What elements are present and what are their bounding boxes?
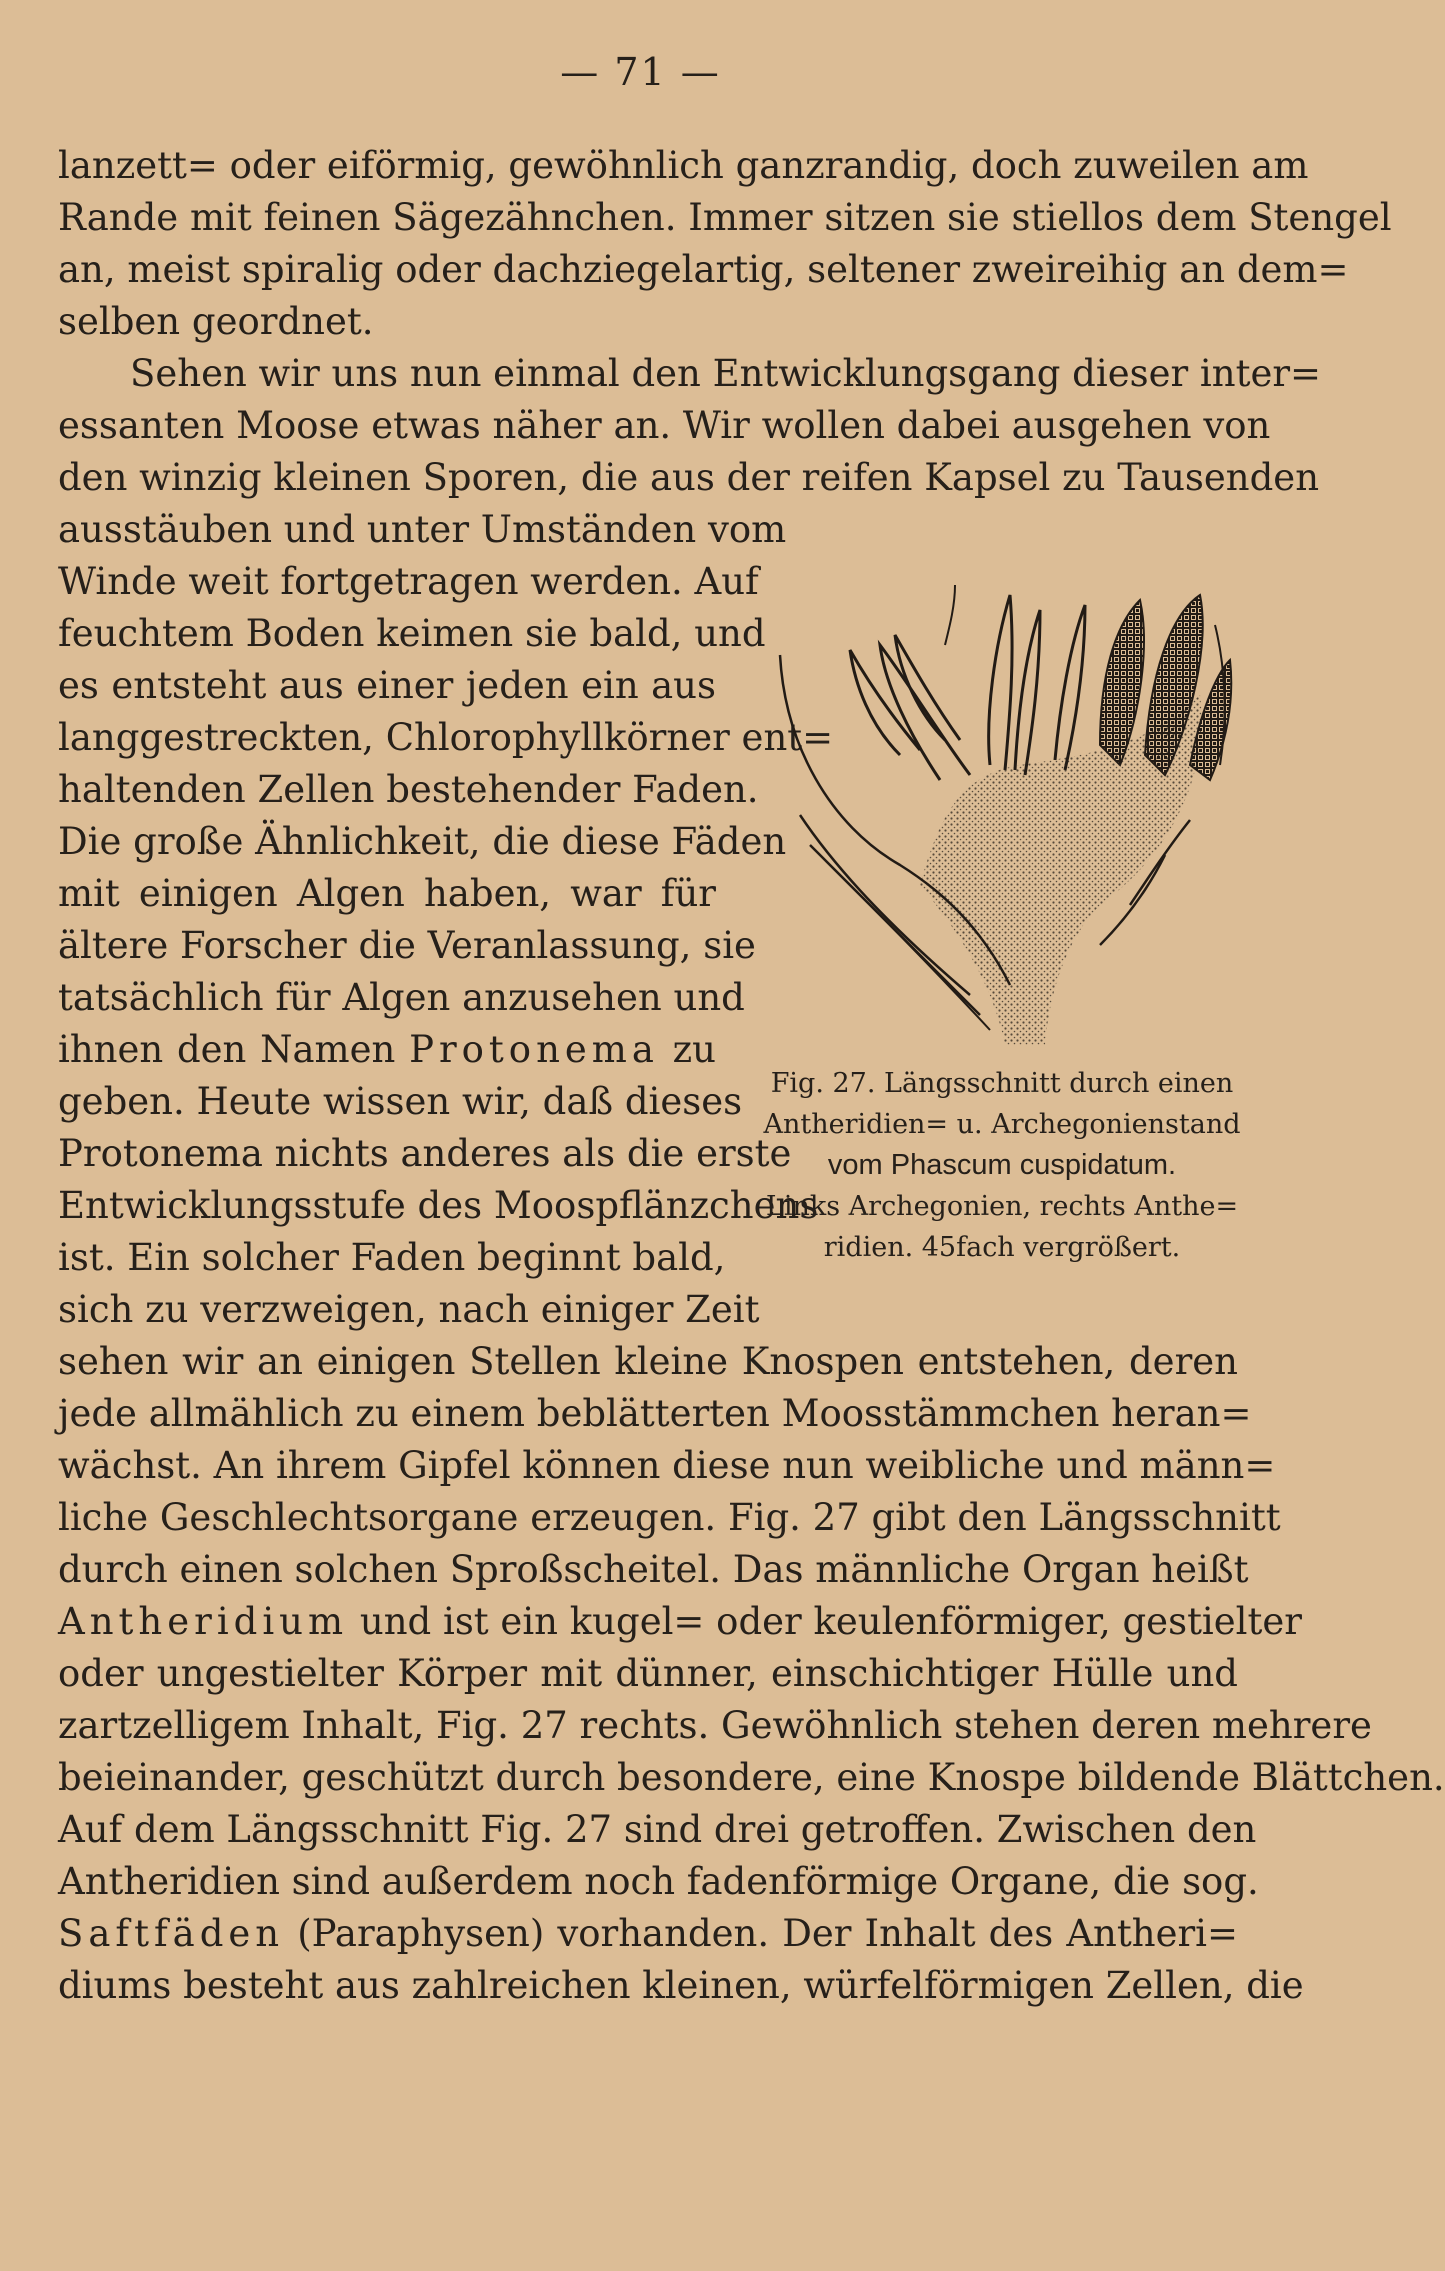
caption-line: Antheridien= u. Archegonienstand: [763, 1109, 1241, 1140]
text-line: jede allmählich zu einem beblätterten Moosstämmchen heran=: [58, 1392, 1252, 1435]
text-line: mit einigen Algen haben, war für: [58, 872, 716, 915]
text-line: selben geordnet.: [58, 300, 374, 343]
term-saftfaeden: Saftfäden: [58, 1912, 285, 1955]
term-protonema: Protonema: [409, 1028, 659, 1071]
text-line: [58, 1024, 716, 1076]
text-line: Winde weit fortgetragen werden. Auf: [58, 560, 759, 603]
text-fragment: (Paraphysen) vorhanden. Der Inhalt des Antheri=: [297, 1912, 1238, 1955]
text-line: zartzelligem Inhalt, Fig. 27 rechts. Gewöhnlich stehen deren mehrere: [58, 1704, 1372, 1747]
caption-line: vom Phascum cuspidatum.: [827, 1149, 1177, 1181]
text-line: diums besteht aus zahlreichen kleinen, würfelförmigen Zellen, die: [58, 1964, 1304, 2007]
text-line: Rande mit feinen Sägezähnchen. Immer sitzen sie stiellos dem Stengel: [58, 196, 1392, 239]
text-line: geben. Heute wissen wir, daß dieses: [58, 1080, 743, 1123]
text-line: Die große Ähnlichkeit, die diese Fäden: [58, 820, 787, 863]
text-line: essanten Moose etwas näher an. Wir wollen dabei ausgehen von: [58, 404, 1271, 447]
text-line: den winzig kleinen Sporen, die aus der reifen Kapsel zu Tausenden: [58, 456, 1320, 499]
caption-line: ridien. 45fach vergrößert.: [823, 1232, 1181, 1263]
text-line: liche Geschlechtsorgane erzeugen. Fig. 27 gibt den Längsschnitt: [58, 1496, 1281, 1539]
text-line: ausstäuben und unter Umständen vom: [58, 508, 787, 551]
figure-illustration: [770, 565, 1240, 1055]
text-fragment: und ist ein kugel= oder keulenförmiger, gestielter: [359, 1600, 1302, 1643]
text-line: oder ungestielter Körper mit dünner, einschichtiger Hülle und: [58, 1652, 1238, 1695]
text-line: Protonema nichts anderes als die erste: [58, 1132, 792, 1175]
text-line: Sehen wir uns nun einmal den Entwicklungsgang dieser inter=: [130, 352, 1322, 395]
text-line: haltenden Zellen bestehender Faden.: [58, 768, 759, 811]
page-number: — 71 —: [560, 50, 721, 94]
caption-line: Links Archegonien, rechts Anthe=: [765, 1191, 1239, 1222]
text-line: ist. Ein solcher Faden beginnt bald,: [58, 1236, 726, 1279]
caption-line: Fig. 27. Längsschnitt durch einen: [770, 1068, 1234, 1099]
text-line: tatsächlich für Algen anzusehen und: [58, 976, 745, 1019]
text-line: feuchtem Boden keimen sie bald, und: [58, 612, 766, 655]
text-line: ältere Forscher die Veranlassung, sie: [58, 924, 756, 967]
text-line: wächst. An ihrem Gipfel können diese nun weibliche und männ=: [58, 1444, 1276, 1487]
text-line: lanzett= oder eiförmig, gewöhnlich ganzrandig, doch zuweilen am: [58, 144, 1309, 187]
text-line: es entsteht aus einer jeden ein aus: [58, 664, 716, 707]
term-antheridium: Antheridium: [58, 1600, 349, 1643]
text-line: sehen wir an einigen Stellen kleine Knospen entstehen, deren: [58, 1340, 1238, 1383]
text-line: [58, 1596, 1302, 1648]
text-line: [58, 1908, 1238, 1960]
text-line: Antheridien sind außerdem noch fadenförmige Organe, die sog.: [58, 1860, 1259, 1903]
text-fragment: zu: [672, 1028, 716, 1071]
text-line: Auf dem Längsschnitt Fig. 27 sind drei getroffen. Zwischen den: [58, 1808, 1257, 1851]
text-line: beieinander, geschützt durch besondere, eine Knospe bildende Blättchen.: [58, 1756, 1445, 1799]
text-line: langgestreckten, Chlorophyllkörner ent=: [58, 716, 834, 759]
text-line: durch einen solchen Sproßscheitel. Das männliche Organ heißt: [58, 1548, 1249, 1591]
text-line: an, meist spiralig oder dachziegelartig, seltener zweireihig an dem=: [58, 248, 1349, 291]
text-line: sich zu verzweigen, nach einiger Zeit: [58, 1288, 760, 1331]
text-fragment: ihnen den Namen: [58, 1028, 396, 1071]
figure-caption: [752, 1063, 1252, 1268]
text-line: Entwicklungsstufe des Moospflänzchens: [58, 1184, 819, 1227]
